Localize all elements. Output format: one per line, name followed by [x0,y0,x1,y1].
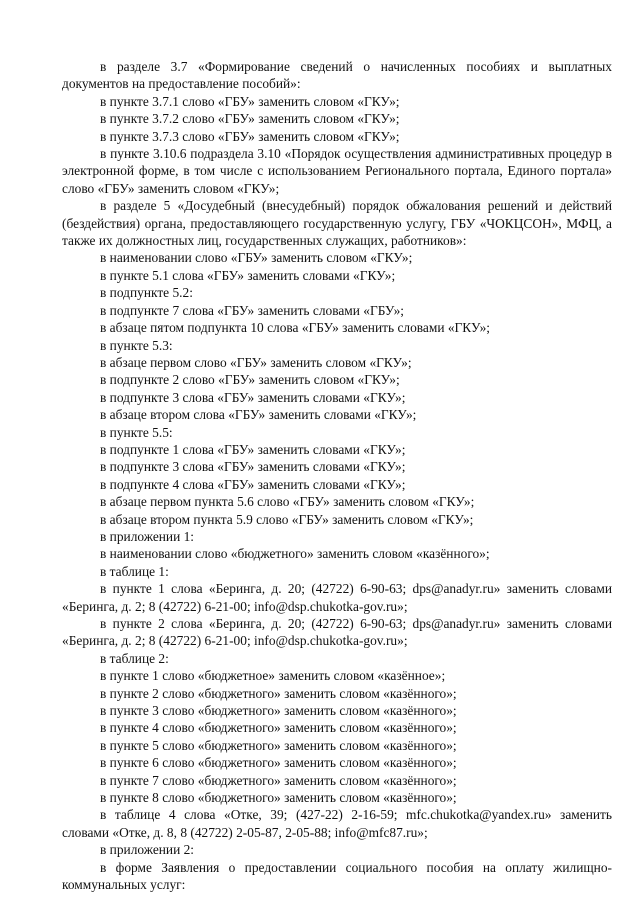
paragraph: в пункте 5.1 слова «ГБУ» заменить словами «ГКУ»; [100,267,396,283]
paragraph: в пункте 5.3: [100,337,173,353]
paragraph: в пункте 8 слово «бюджетного» заменить словом «казённого»; [100,790,457,806]
paragraph: в пункте 4 слово «бюджетного» заменить словом «казённого»; [100,720,457,736]
paragraph: в пункте 3.7.1 слово «ГБУ» заменить словом «ГКУ»; [100,93,400,109]
paragraph: в подпункте 1 слова «ГБУ» заменить словами «ГКУ»; [100,441,406,457]
paragraph: в пункте 1 слова «Беринга, д. 20; (42722) 6-90-63; dps@anadyr.ru» заменить словами «Беринга, д. 2; 8 (42722) 6-21-00; info@dsp.chukotka-gov.ru»; [62,581,612,614]
paragraph: в таблице 2: [100,650,169,666]
paragraph: в абзаце первом слово «ГБУ» заменить словом «ГКУ»; [100,354,412,370]
paragraph: в пункте 2 слова «Беринга, д. 20; (42722) 6-90-63; dps@anadyr.ru» заменить словами «Беринга, д. 2; 8 (42722) 6-21-00; info@dsp.chukotka-gov.ru»; [62,616,612,649]
paragraph: в пункте 3.10.6 подраздела 3.10 «Порядок осуществления административных процедур в электронной форме, в том числе с использованием Регионального портала, Единого портала» слово «ГБУ» заменить словом «ГКУ»; [62,146,612,196]
paragraph: в подпункте 2 слово «ГБУ» заменить словом «ГКУ»; [100,372,400,388]
paragraph: в приложении 2: [100,842,195,858]
paragraph: в пункте 5.5: [100,424,173,440]
paragraph: в наименовании слово «бюджетного» заменить словом «казённого»; [100,546,490,562]
paragraph: в подпункте 4 слова «ГБУ» заменить словами «ГКУ»; [100,476,406,492]
paragraph: в пункте 3.7.3 слово «ГБУ» заменить словом «ГКУ»; [100,128,400,144]
paragraph: в пункте 6 слово «бюджетного» заменить словом «казённого»; [100,755,457,771]
paragraph: в подпункте 7 слова «ГБУ» заменить словами «ГБУ»; [100,302,404,318]
paragraph: в пункте 2 слово «бюджетного» заменить словом «казённого»; [100,685,457,701]
paragraph: в разделе 5 «Досудебный (внесудебный) порядок обжалования решений и действий (бездействия) органа, предоставляющего государственную услугу, ГБУ «ЧОКЦСОН», МФЦ, а также их должностных лиц, государственных служащих, работников»: [62,198,612,249]
paragraph: в абзаце втором пункта 5.9 слово «ГБУ» заменить словом «ГКУ»; [100,511,474,527]
paragraph: в разделе 3.7 «Формирование сведений о начисленных пособиях и выплатных документов на предоставление пособий»: [62,59,612,92]
paragraph: в пункте 3.7.2 слово «ГБУ» заменить словом «ГКУ»; [100,111,400,127]
paragraph: в пункте 7 слово «бюджетного» заменить словом «казённого»; [100,772,457,788]
paragraph: в пункте 5 слово «бюджетного» заменить словом «казённого»; [100,737,457,753]
paragraph: в наименовании слово «ГБУ» заменить словом «ГКУ»; [100,250,413,266]
paragraph: в абзаце первом пункта 5.6 слово «ГБУ» заменить словом «ГКУ»; [100,494,475,510]
paragraph: в пункте 1 слово «бюджетное» заменить словом «казённое»; [100,668,446,684]
paragraph: в абзаце пятом подпункта 10 слова «ГБУ» заменить словами «ГКУ»; [100,320,490,336]
paragraph: в подпункте 3 слова «ГБУ» заменить словами «ГКУ»; [100,459,406,475]
paragraph: в таблице 1: [100,563,169,579]
paragraph: в пункте 3 слово «бюджетного» заменить словом «казённого»; [100,703,457,719]
paragraph: в подпункте 5.2: [100,285,193,301]
paragraph: в форме Заявления о предоставлении социального пособия на оплату жилищно-коммунальных услуг: [62,859,612,893]
paragraph: в абзаце втором слова «ГБУ» заменить словами «ГКУ»; [100,407,417,423]
paragraph: в приложении 1: [100,528,195,544]
paragraph: в таблице 4 слова «Отке, 39; (427-22) 2-16-59; mfc.chukotka@yandex.ru» заменить словами «Отке, д. 8, 8 (42722) 2-05-87, 2-05-88; info@mfc87.ru»; [62,807,612,840]
paragraph: в подпункте 3 слова «ГБУ» заменить словами «ГКУ»; [100,389,406,405]
